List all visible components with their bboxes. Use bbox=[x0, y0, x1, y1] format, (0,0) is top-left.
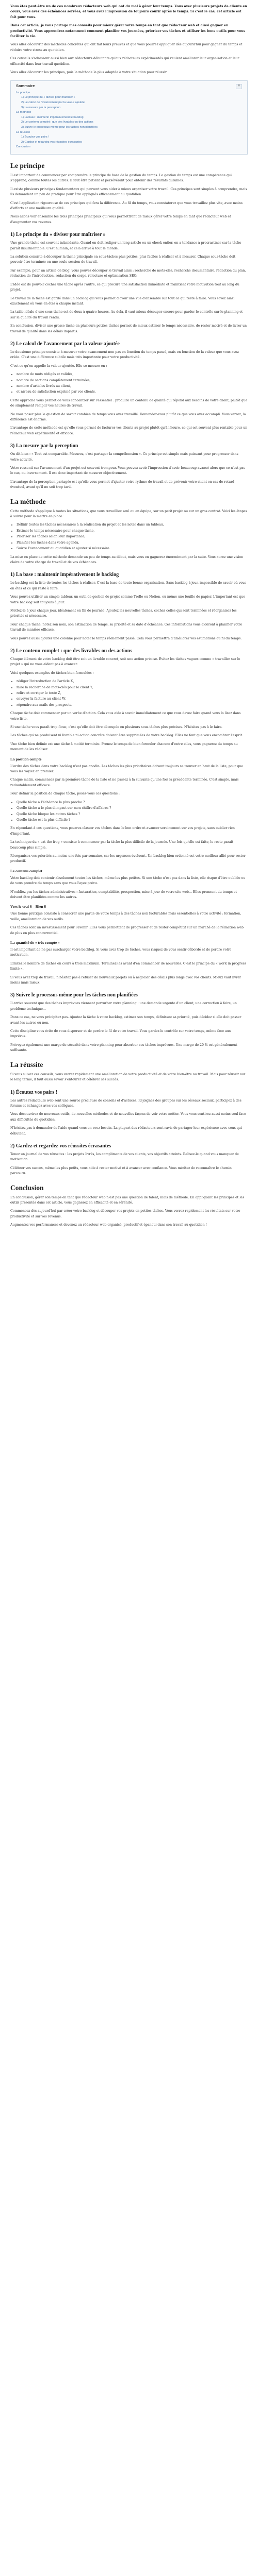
paragraph: La solution consiste à découper la tâche principale en sous-tâches plus petites, plus faciles à réaliser et à mesurer. Chaque sous-tâche doit pouvoir être terminée en une seule session de travail. bbox=[10, 255, 236, 264]
intro-paragraph: Vous êtes peut-être un de ces nombreux rédacteurs web qui ont du mal à gérer leur temps. Vous avez plusieurs projets de clients en cours, vous avez des échéances serrées, et vous avez l'impression de toujours courir après le temps. Si c'est le cas, cet article est fait pour vous. bbox=[10, 5, 247, 19]
list-item: • répondre aux mails des prospects. bbox=[17, 703, 248, 708]
toc-link[interactable]: 3) Suivre le processus même pour les tâches non planifiées bbox=[21, 126, 98, 129]
list-item: • rédiger l'introduction de l'article X, bbox=[17, 679, 248, 684]
paragraph: Cette approche vous permet de vous concentrer sur l'essentiel : produire un contenu de qualité qui répond aux besoins de votre client, plutôt que de simplement remplir vos heures de travail. bbox=[10, 398, 248, 408]
paragraph: Vous pouvez aussi ajouter une colonne pour noter le temps réellement passé. Cela vous permettra d'améliorer vos estimations au fil du temps. bbox=[10, 636, 242, 640]
paragraph: Il est important de ne pas surcharger votre backlog. Si vous avez trop de tâches, vous risquez de vous sentir débordé et de perdre votre motivation. bbox=[10, 948, 232, 957]
paragraph: Cette méthode s'applique à toutes les situations, que vous travailliez seul ou en équipe, sur un petit projet ou sur un gros contrat. Voici les étapes à suivre pour la mettre en place : bbox=[10, 509, 247, 519]
paragraph: La technique du « eat the frog » consiste à commencer par la tâche la plus difficile de la journée. Une fois qu'elle est faite, le reste paraît beaucoup plus simple. bbox=[10, 840, 234, 850]
paragraph: Tenez un journal de vos réussites : les projets livrés, les compliments de vos clients, vos objectifs atteints. Relisez-le quand vous manquez de motivation. bbox=[10, 1152, 239, 1162]
toc-link[interactable]: La méthode bbox=[16, 111, 31, 114]
list-item: • Quelle tâche est la plus difficile ? bbox=[17, 818, 248, 823]
paragraph: Cette discipline vous évite de vous disperser et de perdre le fil de votre travail. Vous gardez le contrôle sur votre temps, même face aux imprévus. bbox=[10, 1029, 231, 1039]
intro-paragraph: Vous allez découvrir les principes, puis la méthode la plus adaptée à votre situation pour réussir. bbox=[10, 71, 168, 75]
paragraph: Une grande tâche est souvent intimidante. Quand on doit rédiger un long article ou un ebook entier, on a tendance à procrastiner car la tâche paraît insurmontable. C'est humain, et cela arrive à tout le monde. bbox=[10, 241, 241, 250]
paragraph: C'est ce qu'on appelle la valeur ajoutée. Elle se mesure en : bbox=[10, 364, 107, 368]
list-item: • Quelle tâche bloque les autres tâches ? bbox=[17, 812, 248, 817]
toc-link[interactable]: 3) La mesure par la perception bbox=[21, 106, 61, 109]
toc-link[interactable]: 2) Le calcul de l'avancement par la valeur ajoutée bbox=[21, 101, 85, 105]
toc-header bbox=[16, 83, 242, 89]
paragraph: Dans ce cas, ne vous précipitez pas. Ajoutez la tâche à votre backlog, estimez son temps, définissez sa priorité, puis décidez si elle doit passer avant les autres ou non. bbox=[10, 1015, 241, 1025]
section-heading: La méthode bbox=[10, 497, 46, 505]
paragraph: On dit bien : « Tout est comparable. Mesurez, c'est partager la compréhension ». Ce principe est simple mais puissant pour progresser dans votre activité. bbox=[10, 452, 238, 462]
paragraph: Pour chaque tâche, notez son nom, son estimation de temps, sa priorité et sa date d'échéance. Ces informations vous aideront à planifier votre travail de manière efficace. bbox=[10, 622, 243, 632]
paragraph: C'est l'application rigoureuse de ces principes qui fera la différence. Au fil du temps, vous constaterez que vous travaillez plus vite, avec moins d'efforts et une meilleure qualité. bbox=[10, 201, 243, 211]
paragraph: N'oubliez pas les tâches administratives : facturation, comptabilité, prospection, mise à jour de votre site web... Elles prennent du temps et doivent être planifiées comme les autres. bbox=[10, 890, 237, 899]
paragraph: Pour définir la position de chaque tâche, posez-vous ces questions : bbox=[10, 792, 120, 796]
table-of-contents bbox=[10, 80, 248, 155]
paragraph: Les tâches qui ne produisent ni livrable ni action concrète doivent être supprimées de votre backlog. Elles ne font que vous encombrer l'esprit. bbox=[10, 734, 243, 738]
toc-toggle-icon[interactable]: ≡ bbox=[236, 84, 242, 89]
list-item: • Quelle tâche a l'échéance la plus proche ? bbox=[17, 800, 248, 805]
subsection-heading: 3) Suivre le processus même pour les tâches non planifiées bbox=[10, 992, 138, 998]
paragraph: En répondant à ces questions, vous pourrez classer vos tâches dans le bon ordre et avancer sereinement sur vos projets, sans oublier rien d'important. bbox=[10, 826, 235, 836]
paragraph: Nous allons voir ensemble les trois principes principaux qui vous permettront de mieux gérer votre temps en tant que rédacteur web et d'augmenter vos revenus. bbox=[10, 215, 231, 224]
minor-heading: Vers le vrai 6 – Rien 6 bbox=[10, 904, 46, 909]
paragraph: Une bonne pratique consiste à consacrer une partie de votre temps à des tâches non facturables mais essentielles à votre activité : formation, veille, amélioration de vos outils. bbox=[10, 912, 241, 921]
bullet-list bbox=[17, 800, 248, 823]
paragraph: Il est important de commencer par comprendre le principe de base de la gestion du temps. La gestion du temps est une compétence qui s'apprend, comme toutes les autres. Il faut être patient et persévérant pour obtenir des résultats durables. bbox=[10, 174, 232, 183]
paragraph: Les autres rédacteurs web sont une source précieuse de conseils et d'astuces. Rejoignez des groupes sur les réseaux sociaux, participez à des forums et échangez avec vos collègues. bbox=[10, 1098, 241, 1108]
paragraph: Votre backlog doit contenir absolument toutes les tâches, même les plus petites. Si une tâche n'est pas dans la liste, elle risque d'être oubliée ou de vous prendre du temps sans que vous l'ayez prévu. bbox=[10, 876, 246, 886]
paragraph: N'hésitez pas à demander de l'aide quand vous en avez besoin. La plupart des rédacteurs sont ravis de partager leur expérience avec ceux qui débutent. bbox=[10, 1126, 242, 1136]
toc-title: Sommaire bbox=[16, 83, 35, 89]
paragraph: Votre ressenti sur l'avancement d'un projet est souvent trompeur. Vous pouvez avoir l'impression d'avoir beaucoup avancé alors que ce n'est pas le cas, ou inversement. Il est donc important de mesurer objectivement. bbox=[10, 466, 245, 476]
list-item: • Suivre l'avancement au quotidien et ajuster si nécessaire. bbox=[17, 546, 248, 551]
list-item: • Prioriser les tâches selon leur importance, bbox=[17, 534, 248, 539]
section-heading: La réussite bbox=[10, 1060, 43, 1069]
paragraph: L'idée est de pouvoir cocher une tâche après l'autre, ce qui procure une satisfaction immédiate et maintient votre motivation tout au long du projet. bbox=[10, 282, 239, 292]
toc-link[interactable]: 2) Le contenu complet : que des livrables ou des actions bbox=[21, 121, 93, 124]
minor-heading: La position compte bbox=[10, 756, 42, 761]
list-item: • Quelle tâche a le plus d'impact sur mon chiffre d'affaires ? bbox=[17, 806, 248, 811]
paragraph: Si une tâche vous paraît trop floue, c'est qu'elle doit être découpée en plusieurs sous-tâches plus précises. N'hésitez pas à le faire. bbox=[10, 725, 222, 730]
toc-link[interactable]: 1) Le principe du « diviser pour maîtriser » bbox=[21, 96, 75, 99]
minor-heading: La quantité de « très compte » bbox=[10, 940, 60, 945]
paragraph: Par exemple, pour un article de blog, vous pouvez découper le travail ainsi : recherche de mots-clés, recherche documentaire, rédaction du plan, rédaction de l'introduction, rédaction du corps, relecture et optimisation SEO. bbox=[10, 268, 246, 278]
list-item: • Définir toutes les tâches nécessaires à la réalisation du projet et les noter dans un tableau, bbox=[17, 522, 248, 528]
toc-link[interactable]: Le principe bbox=[16, 91, 30, 94]
intro-paragraph: Vous allez découvrir des méthodes concrètes qui ont fait leurs preuves et que vous pourrez appliquer dès aujourd'hui pour gagner du temps et réduire votre stress au quotidien. bbox=[10, 43, 243, 52]
toc-link[interactable]: 1) Écoutez vos pairs ! bbox=[21, 135, 49, 139]
paragraph: Voici quelques exemples de tâches bien formulées : bbox=[10, 671, 94, 675]
list-item: • faire la recherche de mots-clés pour le client Y, bbox=[17, 685, 248, 690]
paragraph: Une tâche bien définie est une tâche à moitié terminée. Prenez le temps de bien formuler chacune d'entre elles, vous gagnerez du temps au moment de les réaliser. bbox=[10, 742, 238, 752]
bullet-list bbox=[17, 679, 248, 708]
paragraph: Prévoyez également une marge de sécurité dans votre planning pour absorber ces tâches imprévues. Une marge de 20 % est généralement suffisante. bbox=[10, 1043, 237, 1053]
paragraph: L'ordre des tâches dans votre backlog n'est pas anodin. Les tâches les plus prioritaires doivent toujours se trouver en haut de la liste, pour que vous les voyiez en premier. bbox=[10, 764, 244, 774]
paragraph: Le deuxième principe consiste à mesurer votre avancement non pas en fonction du temps passé, mais en fonction de la valeur que vous avez créée. C'est une différence subtile mais très importante pour votre productivité. bbox=[10, 350, 239, 360]
subsection-heading: 3) La mesure par la perception bbox=[10, 443, 78, 449]
paragraph: Mettez-le à jour chaque jour, idéalement en fin de journée. Ajoutez les nouvelles tâches, cochez celles qui sont terminées et réorganisez les priorités si nécessaire. bbox=[10, 608, 237, 618]
bullet-list bbox=[17, 522, 248, 551]
paragraph: Le backlog est la liste de toutes les tâches à réaliser. C'est la base de toute bonne organisation. Sans backlog à jour, impossible de savoir où vous en êtes et ce qui reste à faire. bbox=[10, 581, 247, 590]
paragraph: Chaque élément de votre backlog doit être soit un livrable concret, soit une action précise. Évitez les tâches vagues comme « travailler sur le projet » qui ne vous aident pas à avancer. bbox=[10, 657, 240, 667]
subsection-heading: 1) La base : maintenir impérativement le backlog bbox=[10, 572, 119, 578]
list-item: • envoyer la facture au client W, bbox=[17, 697, 248, 702]
paragraph: Il arrive souvent que des tâches imprévues viennent perturber votre planning : une demande urgente d'un client, une correction à faire, un problème technique... bbox=[10, 1002, 237, 1011]
subsection-heading: 1) Le principe du « diviser pour maîtriser » bbox=[10, 232, 106, 238]
minor-heading: Le contenu complet bbox=[10, 868, 42, 873]
paragraph: Réorganisez vos priorités au moins une fois par semaine, car les urgences évoluent. Un backlog bien ordonné est votre meilleur allié pour rester productif. bbox=[10, 854, 246, 863]
list-item: • et niveau de satisfaction exprimé par vos clients. bbox=[17, 389, 248, 395]
list-item: • relire et corriger le texte Z, bbox=[17, 691, 248, 696]
paragraph: Vous découvrirez de nouveaux outils, de nouvelles méthodes et de nouvelles façons de voir votre métier. Vous vous sentirez aussi moins seul face aux difficultés du quotidien. bbox=[10, 1112, 246, 1122]
toc-link[interactable]: La réussite bbox=[16, 130, 30, 134]
paragraph: Chaque matin, commencez par la première tâche de la liste et ne passez à la suivante qu'une fois la précédente terminée. C'est simple, mais redoutablement efficace. bbox=[10, 778, 239, 787]
toc-link[interactable]: 2) Gardez et regardez vos réussites écrasantes bbox=[21, 140, 82, 144]
paragraph: En conclusion, gérer son temps en tant que rédacteur web n'est pas une question de talent, mais de méthode. En appliquant les principes et les outils présentés dans cet article, vous gagnerez en efficacité et en sérénité. bbox=[10, 1195, 245, 1205]
toc-link[interactable]: Conclusion bbox=[16, 145, 30, 149]
paragraph: En conclusion, diviser une grosse tâche en plusieurs petites tâches permet de mieux estimer le temps nécessaire, de rester motivé et de livrer un travail de qualité dans les délais impartis. bbox=[10, 324, 247, 333]
paragraph: Chaque tâche doit commencer par un verbe d'action. Cela vous aide à savoir immédiatement ce que vous devez faire quand vous la lisez dans votre liste. bbox=[10, 711, 241, 721]
section-heading: Le principe bbox=[10, 162, 45, 170]
paragraph: Si vous avez trop de travail, n'hésitez pas à refuser de nouveaux projets ou à négocier des délais plus longs avec vos clients. Mieux vaut livrer moins mais mieux. bbox=[10, 975, 241, 985]
subsection-heading: 1) Écoutez vos pairs ! bbox=[10, 1089, 58, 1095]
list-item: • nombre de sections complètement terminées, bbox=[17, 378, 248, 383]
paragraph: Il existe plusieurs principes fondamentaux qui peuvent vous aider à mieux organiser votre travail. Ces principes sont simples à comprendre, mais ils demandent un peu de pratique pour être appliqués efficacement au quotidien. bbox=[10, 187, 247, 197]
list-item: • nombre de mots rédigés et validés, bbox=[17, 372, 248, 377]
subsection-heading: 2) Le contenu complet : que des livrables ou des actions bbox=[10, 648, 133, 654]
bullet-list bbox=[17, 372, 248, 395]
paragraph: Commencez dès aujourd'hui par créer votre backlog et découper vos projets en petites tâches. Vous verrez rapidement les résultats sur votre productivité et sur vos revenus. bbox=[10, 1209, 240, 1218]
paragraph: Limitez le nombre de tâches en cours à trois maximum. Terminez-les avant d'en commencer de nouvelles. C'est le principe du « work in progress limité ». bbox=[10, 961, 246, 971]
paragraph: La mise en place de cette méthode demande un peu de temps au début, mais vous en gagnerez énormément par la suite. Vous aurez une vision claire de votre charge de travail et de vos échéances. bbox=[10, 555, 244, 564]
subsection-heading: 2) Gardez et regardez vos réussites écrasantes bbox=[10, 1143, 111, 1149]
section-heading: Conclusion bbox=[10, 1183, 44, 1192]
subsection-heading: 2) Le calcul de l'avancement par la valeur ajoutée bbox=[10, 341, 120, 347]
article-intro bbox=[10, 4, 248, 75]
paragraph: L'avantage de la perception partagée est qu'elle vous permet d'ajuster votre rythme de travail et de prévenir votre client en cas de retard éventuel, avant qu'il ne soit trop tard. bbox=[10, 480, 235, 489]
paragraph: Le travail de la tâche est gardé dans un backlog qui vous permet d'avoir une vue d'ensemble sur tout ce qui reste à faire. Vous savez ainsi exactement où vous en êtes à chaque instant. bbox=[10, 296, 235, 306]
list-item: • nombre d'articles livrés au client, bbox=[17, 384, 248, 389]
paragraph: Augmentez vos performances et devenez un rédacteur web organisé, productif et épanoui dans son travail au quotidien ! bbox=[10, 1223, 207, 1227]
intro-paragraph: Dans cet article, je vous partage mes conseils pour mieux gérer votre temps en tant que rédacteur web et ainsi gagner en productivité. Vous apprendrez notamment comment planifier vos journées, prioriser vos tâches et utiliser les bons outils pour vous faciliter la vie. bbox=[10, 24, 246, 39]
list-item: • Planifier les tâches dans votre agenda, bbox=[17, 540, 248, 546]
paragraph: Ne vous posez plus la question de savoir combien de temps vous avez travaillé. Demandez-vous plutôt ce que vous avez accompli. Vous verrez, la différence est énorme. bbox=[10, 412, 246, 421]
toc-link[interactable]: 1) La base : maintenir impérativement le backlog bbox=[21, 115, 84, 119]
paragraph: Si vous suivez ces conseils, vous verrez rapidement une amélioration de votre productivité et de votre bien-être au travail. Mais pour réussir sur le long terme, il faut aussi savoir s'entourer et célébrer ses succès. bbox=[10, 1072, 246, 1082]
paragraph: Célébrer vos succès, même les plus petits, vous aide à rester motivé et à avancer avec confiance. Vous méritez de reconnaître le chemin parcouru. bbox=[10, 1166, 232, 1176]
article bbox=[0, 0, 258, 1241]
paragraph: Vous pouvez utiliser un simple tableur, un outil de gestion de projet comme Trello ou Notion, ou même une feuille de papier. L'important est que votre backlog soit toujours à jour. bbox=[10, 595, 245, 604]
intro-paragraph: Ces conseils s'adressent aussi bien aux rédacteurs débutants qu'aux rédacteurs expérimentés qui veulent améliorer leur organisation et leur efficacité dans leur travail quotidien. bbox=[10, 57, 239, 66]
list-item: • Estimer le temps nécessaire pour chaque tâche, bbox=[17, 529, 248, 534]
paragraph: Ces tâches sont un investissement pour l'avenir. Elles vous permettent de progresser et de rester compétitif sur un marché de la rédaction web de plus en plus concurrentiel. bbox=[10, 926, 244, 935]
paragraph: L'avantage de cette méthode est qu'elle vous permet de facturer vos clients au projet plutôt qu'à l'heure, ce qui est souvent plus rentable pour un rédacteur web expérimenté et efficace. bbox=[10, 426, 248, 435]
paragraph: La taille idéale d'une sous-tâche est de deux à quatre heures. Au-delà, il vaut mieux découper encore pour garder le contrôle sur le planning et sur la qualité du travail rendu. bbox=[10, 310, 243, 319]
